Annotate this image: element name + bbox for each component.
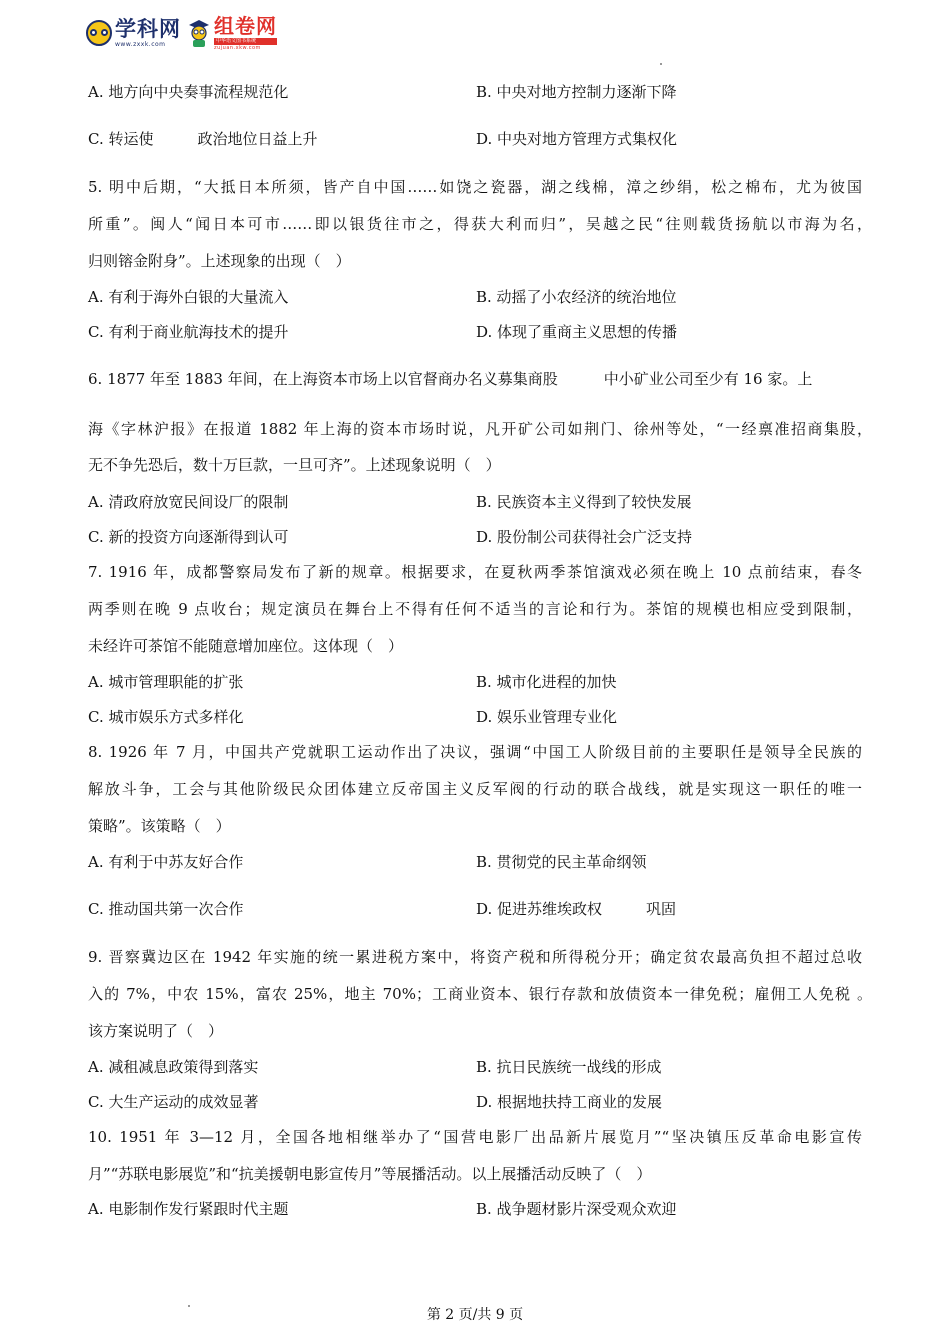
q8-stem-line3: 策略”。该策略（ ） [88,817,231,835]
zujuan-logo [187,13,277,51]
q6-stem-line2: 海《字林沪报》在报道 1882 年上海的资本市场时说，凡开矿公司如荆门、徐州等处，“一经禀准招商集股， [88,420,872,438]
xkw-logo-text: 学科网 [115,16,181,41]
q9-option-b: B. 抗日民族统一战线的形成 [476,1058,662,1076]
q9-stem-line1: 9. 晋察冀边区在 1942 年实施的统一累进税方案中，将资产税和所得税分开；确定贫农最高负担不超过总收 [88,948,862,966]
q8-option-d [476,899,676,919]
q5-stem-line2: 所重”。闽人“闻日本可市……即以银货往市之，得获大利而归”，吴越之民“往则载货扬航以市海为名， [88,215,872,233]
student-mascot-icon [187,18,211,48]
q7-stem-line2: 两季则在晚 9 点收台；规定演员在舞台上不得有任何不适当的言论和行为。茶馆的规模也相应受到限制， [88,600,862,618]
q10-stem-line2: 月”“苏联电影展览”和“抗美援朝电影宣传月”等展播活动。以上展播活动反映了（ ） [88,1165,652,1183]
q9-stem-line3: 该方案说明了（ ） [88,1022,224,1040]
q10-stem-line1: 10. 1951 年 3—12 月，全国各地相继举办了“国营电影厂出品新片展览月”“坚决镇压反革命电影宣传 [88,1128,862,1146]
q6-option-c: C. 新的投资方向逐渐得到认可 [88,528,289,546]
q5-option-c: C. 有利于商业航海技术的提升 [88,323,289,341]
q7-stem-line1: 7. 1916 年，成都警察局发布了新的规章。根据要求，在夏秋两季茶馆演戏必须在晚上 10 点前结束，春冬 [88,563,862,581]
q6-stem-line1-part1: 6. 1877 年至 1883 年间，在上海资本市场上以官督商办名义募集商股 [88,370,558,388]
q5-option-a: A. 有利于海外白银的大量流入 [88,288,289,306]
q7-option-c: C. 城市娱乐方式多样化 [88,708,244,726]
q7-stem-line3: 未经许可茶馆不能随意增加座位。这体现（ ） [88,637,404,655]
header-logos [86,12,277,54]
q4-option-a: A. 地方向中央奏事流程规范化 [88,83,289,101]
q9-option-c: C. 大生产运动的成效显著 [88,1093,259,1111]
q4-option-c-part2: 政治地位日益上升 [197,130,318,148]
scan-speck [660,63,662,65]
q10-option-a: A. 电影制作发行紧跟时代主题 [88,1200,289,1218]
q7-option-a: A. 城市管理职能的扩张 [88,673,244,691]
q6-option-a: A. 清政府放宽民间设厂的限制 [88,493,289,511]
zujuan-logo-tag: 中华语文图书系统 [214,38,277,45]
q7-option-d: D. 娱乐业管理专业化 [476,708,618,726]
q8-stem-line1: 8. 1926 年 7 月，中国共产党就职工运动作出了决议，强调“中国工人阶级目前的主要职任是领导全民族的 [88,743,862,761]
xkw-logo-url: www.zxxk.com [115,40,166,48]
q6-stem-line1-part2: 中小矿业公司至少有 16 家。上 [603,370,813,388]
q4-option-c-part1: C. 转运使 [88,130,154,148]
q5-option-b: B. 动摇了小农经济的统治地位 [476,288,677,306]
q5-stem-line3: 归则镕金附身”。上述现象的出现（ ） [88,252,351,270]
q7-option-b: B. 城市化进程的加快 [476,673,617,691]
q8-option-c: C. 推动国共第一次合作 [88,900,244,918]
q9-stem-line2: 入的 7%，中农 15%，富农 25%，地主 70%；工商业资本、银行存款和放债资本一律免税；雇佣工人免税 。 [88,985,872,1003]
q10-option-b: B. 战争题材影片深受观众欢迎 [476,1200,677,1218]
q4-option-c [88,129,318,149]
q6-stem-line3: 无不争先恐后，数十万巨款，一旦可齐”。上述现象说明（ ） [88,456,501,474]
q9-option-a: A. 减租减息政策得到落实 [88,1058,259,1076]
xkw-logo [86,16,181,48]
q4-option-b: B. 中央对地方控制力逐渐下降 [476,83,677,101]
q6-option-b: B. 民族资本主义得到了较快发展 [476,493,692,511]
q8-option-a: A. 有利于中苏友好合作 [88,853,244,871]
q8-option-d-part2: 巩固 [646,900,677,918]
zujuan-logo-text: 组卷网 [214,13,277,38]
q8-stem-line2: 解放斗争，工会与其他阶级民众团体建立反帝国主义反军阀的行动的联合战线，就是实现这一职任的唯一 [88,780,862,798]
zujuan-logo-url: zujuan.xkw.com [214,44,261,51]
q5-stem-line1: 5. 明中后期，“大抵日本所须，皆产自中国……如饶之瓷器，湖之线棉，漳之纱绢，松之棉布，尤为彼国 [88,178,862,196]
q8-option-b: B. 贯彻党的民主革命纲领 [476,853,647,871]
q6-stem-line1 [88,369,812,389]
page-number: 第 2 页/共 9 页 [426,1307,524,1323]
q6-option-d: D. 股份制公司获得社会广泛支持 [476,528,693,546]
q9-option-d: D. 根据地扶持工商业的发展 [476,1093,663,1111]
owl-face-icon [86,20,112,46]
q4-option-d: D. 中央对地方管理方式集权化 [476,130,678,148]
q8-option-d-part1: D. 促进苏维埃政权 [476,900,603,918]
q5-option-d: D. 体现了重商主义思想的传播 [476,323,678,341]
